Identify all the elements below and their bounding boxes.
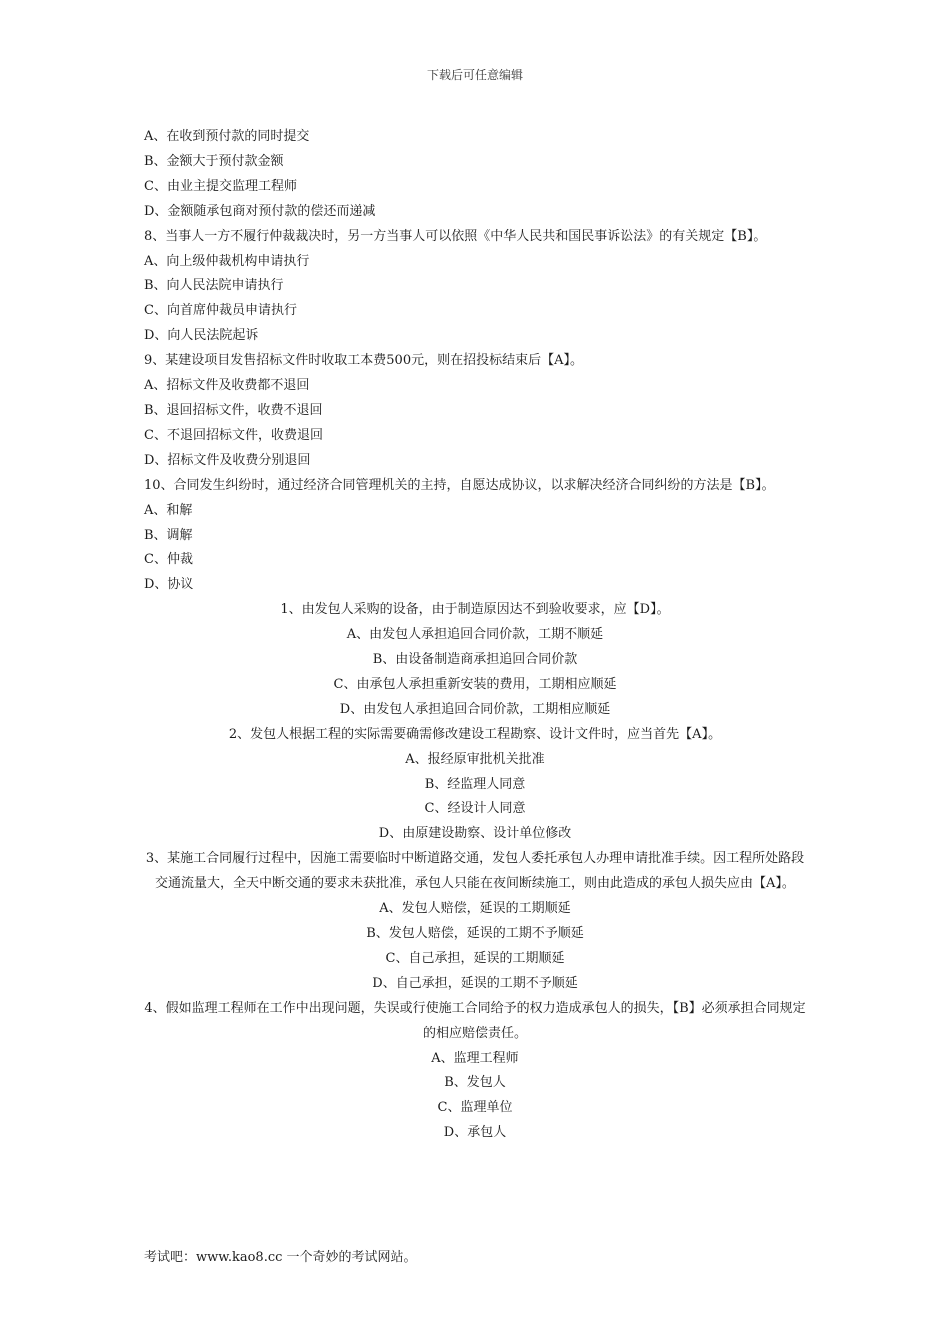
option-line: B、金额大于预付款金额 — [144, 153, 284, 169]
centered-question-1: 1、由发包人采购的设备，由于制造原因达不到验收要求，应【D】。 — [280, 602, 670, 618]
page-header: 下载后可任意编辑 — [426, 68, 523, 82]
option-line: A、报经原审批机关批准 — [405, 751, 545, 767]
option-line: B、由设备制造商承担追回合同价款 — [372, 652, 578, 668]
question-8: 8、当事人一方不履行仲裁裁决时，另一方当事人可以依照《中华人民共和国民事诉讼法》的有关规定【B】。 — [144, 228, 767, 244]
question-10: 10、合同发生纠纷时，通过经济合同管理机关的主持，自愿达成协议，以求解决经济合同纠纷的方法是【B】。 — [144, 477, 775, 493]
option-line: B、退回招标文件，收费不退回 — [144, 402, 323, 418]
document-body — [144, 125, 806, 1146]
option-line: D、招标文件及收费分别退回 — [144, 452, 311, 468]
option-line: B、经监理人同意 — [424, 776, 526, 792]
option-line: A、招标文件及收费都不退回 — [144, 378, 310, 394]
option-line: C、不退回招标文件，收费退回 — [144, 427, 323, 443]
option-line: D、金额随承包商对预付款的偿还而递减 — [144, 203, 376, 219]
centered-question-4: 4、假如监理工程师在工作中出现问题，失误或行使施工合同给予的权力造成承包人的损失，【B】必须承担合同规定的相应赔偿责任。 — [144, 1000, 806, 1041]
option-line: B、发包人 — [444, 1075, 506, 1091]
option-line: A、和解 — [144, 502, 193, 518]
option-line: C、向首席仲裁员申请执行 — [144, 303, 297, 319]
option-line: A、向上级仲裁机构申请执行 — [144, 253, 310, 269]
option-line: C、由业主提交监理工程师 — [144, 178, 297, 194]
option-line: A、由发包人承担追回合同价款，工期不顺延 — [346, 627, 604, 643]
option-line: C、自己承担，延误的工期顺延 — [385, 950, 565, 966]
option-line: C、由承包人承担重新安装的费用，工期相应顺延 — [333, 676, 617, 692]
option-line: D、向人民法院起诉 — [144, 328, 259, 344]
option-line: B、调解 — [144, 527, 193, 543]
option-line: C、监理单位 — [437, 1100, 513, 1116]
option-line: C、仲裁 — [144, 552, 193, 568]
option-line: D、自己承担，延误的工期不予顺延 — [372, 975, 578, 991]
option-line: A、监理工程师 — [431, 1050, 519, 1066]
question-9: 9、某建设项目发售招标文件时收取工本费500元，则在招投标结束后【A】。 — [144, 353, 583, 369]
option-line: D、承包人 — [443, 1125, 507, 1141]
option-line: D、协议 — [144, 577, 194, 593]
option-line: C、经设计人同意 — [424, 801, 526, 817]
centered-question-3: 3、某施工合同履行过程中，因施工需要临时中断道路交通，发包人委托承包人办理申请批准手续。因工程所处路段交通流量大，全天中断交通的要求未获批准，承包人只能在夜间断续施工，则由此造成的承包人损失应由【A】。 — [145, 851, 805, 892]
option-line: A、在收到预付款的同时提交 — [144, 129, 310, 144]
option-line: A、发包人赔偿，延误的工期顺延 — [379, 901, 571, 917]
option-line: B、发包人赔偿，延误的工期不予顺延 — [366, 926, 584, 941]
option-line: D、由原建设勘察、设计单位修改 — [378, 826, 572, 842]
option-line: D、由发包人承担追回合同价款，工期相应顺延 — [339, 701, 611, 717]
page-footer: 考试吧：www.kao8.cc 一个奇妙的考试网站。 — [144, 1250, 417, 1265]
centered-question-2: 2、发包人根据工程的实际需要确需修改建设工程勘察、设计文件时，应当首先【A】。 — [228, 726, 722, 742]
option-line: B、向人民法院申请执行 — [144, 278, 284, 294]
